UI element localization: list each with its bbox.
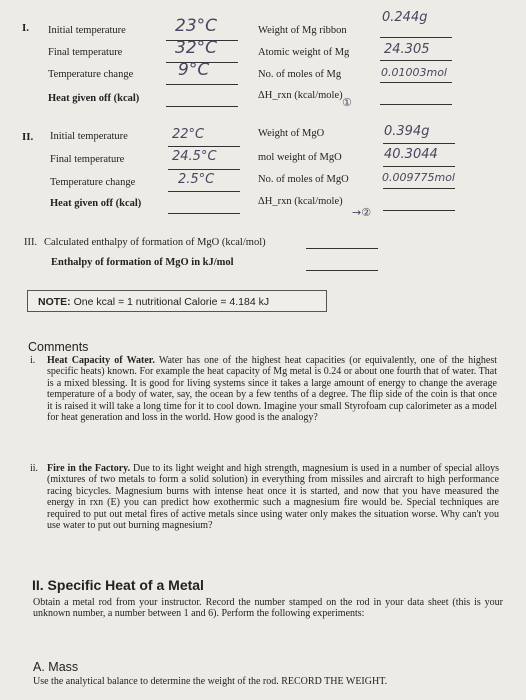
s2-final-temp-value: 24.5°C: [172, 149, 217, 164]
s2-weight-line: [383, 143, 455, 144]
s2-weight-value: 0.394g: [384, 124, 430, 139]
s1-final-temp-value: 32°C: [175, 38, 218, 58]
s1-atomic-weight-label: Atomic weight of Mg: [258, 47, 350, 58]
comment-i-text: Water has one of the highest heat capacities (or equivalently, one of the highest specific heats) known. For example the heat capacity of Mg metal is 0.24 or about one fourth that of water. That is a mixed blessing. It is good for living systems since it takes a large amount of energy to change the average temperature of a body of water, say, the ocean by a few tenths of a degree. The flip side of the coin is that once it is raised it will take a long time for it to cool down. Imagine your small Styrofoam cup calorimeter as a model for heat generation and loss in the world. How good is the analogy?: [47, 355, 497, 424]
s1-heat-given-line: [166, 106, 238, 107]
s3-calculated-enthalpy-label: Calculated enthalpy of formation of MgO (kcal/mol): [44, 237, 266, 248]
s2-mol-weight-label: mol weight of MgO: [258, 152, 342, 163]
s2-mol-weight-line: [383, 166, 455, 167]
s1-delta-h-line: [380, 104, 452, 105]
comment-ii-paragraph: [47, 463, 499, 531]
specific-heat-heading: II. Specific Heat of a Metal: [32, 577, 204, 593]
comment-ii-text: Due to its light weight and high strength, magnesium is used in a number of special alloys (mixtures of two metals to form a solid solution) in everything from missiles and aircraft to high performance racing bicycles. Magnesium burns with intense heat once it is started, and now that you have measured the energy in rxn (E) you can predict how exothermic such a magnesium fire would be. Special techniques are required to put out metal fires of active metals since using water only makes the situation worse. Why can't you use water to put out burning magnesium?: [47, 463, 499, 532]
s1-delta-h-label: ΔH_rxn (kcal/mole): [258, 90, 343, 101]
comments-heading: Comments: [28, 340, 89, 354]
s2-delta-h-line: [383, 210, 455, 211]
specific-heat-paragraph: Obtain a metal rod from your instructor. Record the number stamped on the rod in your data sheet (this is your unknown number, a number between 1 and 6). Perform the following experiments:: [33, 597, 503, 620]
s1-atomic-line: [380, 60, 452, 61]
s2-heat-given-label: Heat given off (kcal): [50, 198, 142, 209]
comment-i-title: Heat Capacity of Water.: [47, 355, 155, 366]
note-text: One kcal = 1 nutritional Calorie = 4.184 kJ: [73, 296, 270, 308]
s2-temp-change-label: Temperature change: [50, 177, 136, 188]
mass-heading: A. Mass: [33, 660, 79, 674]
s2-heat-given-line: [168, 213, 240, 214]
s2-initial-temp-value: 22°C: [172, 127, 205, 142]
s2-moles-value: 0.009775mol: [382, 171, 455, 184]
s1-weight-value: 0.244g: [382, 10, 428, 25]
s2-initial-temp-label: Initial temperature: [50, 131, 128, 142]
s2-final-temp-label: Final temperature: [50, 154, 125, 165]
s2-final-temp-line: [168, 169, 240, 170]
s1-final-temp-label: Final temperature: [48, 47, 123, 58]
note-box: [27, 290, 327, 312]
s1-moles-mg-label: No. of moles of Mg: [258, 69, 342, 80]
s2-initial-temp-line: [168, 146, 240, 147]
s1-atomic-value: 24.305: [384, 42, 430, 57]
comment-i-number: i.: [30, 355, 36, 366]
s1-temp-change-label: Temperature change: [48, 69, 134, 80]
s2-delta-h-label: ΔH_rxn (kcal/mole): [258, 196, 343, 207]
comment-i-paragraph: [47, 355, 497, 423]
s2-temp-change-value: 2.5°C: [178, 172, 215, 187]
s1-initial-temp-label: Initial temperature: [48, 25, 126, 36]
s1-temp-change-line: [166, 84, 238, 85]
s2-mol-weight-value: 40.3044: [384, 147, 438, 162]
s1-moles-line: [380, 82, 452, 83]
s3-enthalpy-kj-label: Enthalpy of formation of MgO in kJ/mol: [51, 257, 234, 268]
comment-ii-number: ii.: [30, 463, 39, 474]
s2-temp-change-line: [168, 191, 240, 192]
s1-weight-line: [380, 37, 452, 38]
s2-weight-mgo-label: Weight of MgO: [258, 128, 325, 139]
s1-initial-temp-value: 23°C: [175, 16, 218, 36]
s1-heat-given-label: Heat given off (kcal): [48, 93, 140, 104]
comment-ii-title: Fire in the Factory.: [47, 463, 131, 474]
s2-moles-mgo-label: No. of moles of MgO: [258, 174, 349, 185]
mass-paragraph: Use the analytical balance to determine the weight of the rod. RECORD THE WEIGHT.: [33, 676, 388, 687]
s3-kj-line: [306, 270, 378, 271]
s2-circled-mark: →②: [352, 206, 372, 219]
note-label: NOTE:: [38, 296, 71, 308]
s3-calculated-line: [306, 248, 378, 249]
section-iii-numeral: III.: [24, 237, 38, 248]
s1-weight-mg-label: Weight of Mg ribbon: [258, 25, 347, 36]
section-ii-numeral: II.: [22, 131, 34, 143]
s1-moles-value: 0.01003mol: [381, 66, 447, 79]
s1-temp-change-value: 9°C: [178, 60, 210, 80]
s1-circled-mark: ①: [342, 96, 352, 109]
s2-moles-line: [383, 188, 455, 189]
section-i-numeral: I.: [22, 22, 30, 34]
